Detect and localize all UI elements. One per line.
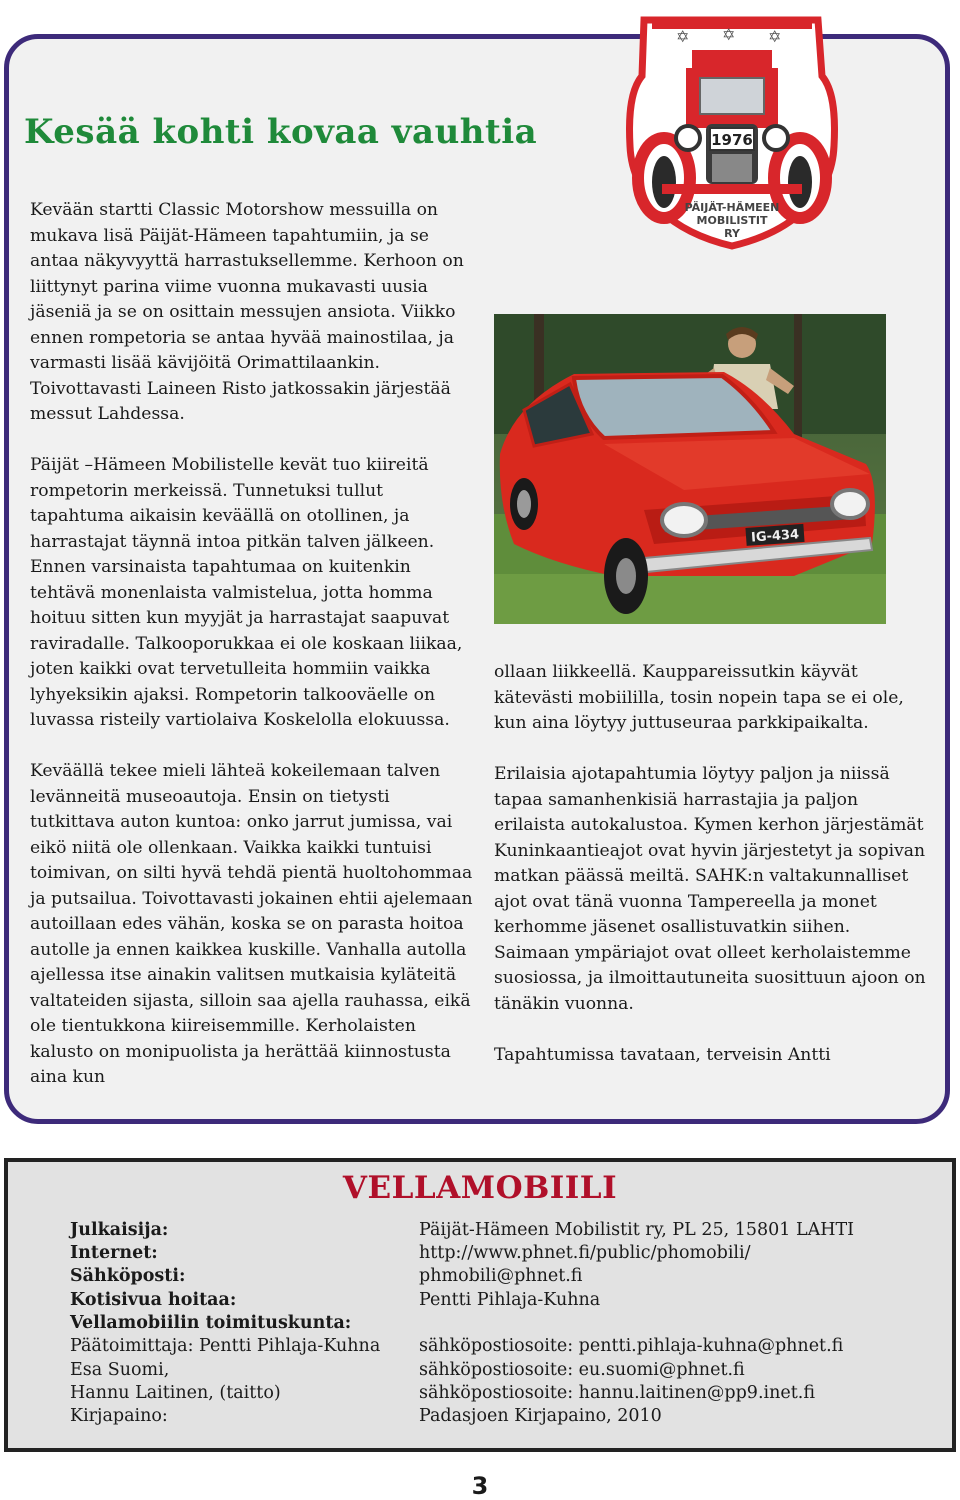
logo-text-line1: PÄIJÄT-HÄMEEN xyxy=(684,201,780,214)
license-plate: IG-434 xyxy=(750,527,800,546)
colophon-label: Esa Suomi, xyxy=(70,1360,170,1380)
colophon-label: Julkaisija: xyxy=(70,1220,169,1240)
colophon-value: Pentti Pihlaja-Kuhna xyxy=(419,1290,601,1310)
logo-text-line2: MOBILISTIT xyxy=(696,214,768,227)
colophon-label: Päätoimittaja: Pentti Pihlaja-Kuhna xyxy=(70,1336,381,1356)
paragraph: Kevään startti Classic Motorshow messuilla on mukava lisä Päijät-Hämeen tapahtumiin, ja se antaa näkyvyyttä harrastuksellemme. Kerhoon on liittynyt parina viime vuonna mukavasti uusia jäseniä ja se on osittain messujen ansiota. Viikko ennen rompetoria se antaa hyvää mainostilaa, ja varmasti lisää kävijöitä Orimattilaankin. Toivottavasti Laineen Risto jatkossakin järjestää messut Lahdessa. xyxy=(30,200,464,424)
colophon-label: Sähköposti: xyxy=(70,1266,186,1286)
colophon-value: sähköpostiosoite: pentti.pihlaja-kuhna@phnet.fi xyxy=(419,1336,844,1356)
magazine-title: VELLAMOBIILI xyxy=(342,1170,618,1206)
paragraph: Päijät –Hämeen Mobilistelle kevät tuo kiireitä rompetorin merkeissä. Tunnetuksi tullut tapahtuma aikaisin keväällä on otollinen, ja harrastajat täynnä intoa pitkän talven jälkeen. Ennen varsinaista tapahtumaa on kuitenkin tehtävä monenlaista valmistelua, jotta homma hoituu sitten kun myyjät ja harrastajat saapuvat raviradalle. Talkooporukkaa ei ole koskaan liikaa, joten kaikki ovat tervetulleita hommiin vaikka lyhyeksikin ajaksi. Rompetorin talkooväelle on luvassa risteily vartiolaiva Koskelolla elokuussa. xyxy=(30,455,463,730)
colophon-label: Kirjapaino: xyxy=(70,1406,168,1426)
colophon-value: phmobili@phnet.fi xyxy=(419,1266,583,1286)
club-logo xyxy=(622,6,842,258)
colophon-value: Padasjoen Kirjapaino, 2010 xyxy=(419,1406,662,1426)
colophon-label: Hannu Laitinen, (taitto) xyxy=(70,1383,281,1403)
article-right-column xyxy=(494,762,930,1043)
colophon-label: Vellamobiilin toimituskunta: xyxy=(70,1313,352,1333)
colophon-value: sähköpostiosoite: hannu.laitinen@pp9.inet.fi xyxy=(419,1383,815,1403)
colophon-label: Internet: xyxy=(70,1243,158,1263)
colophon-value: sähköpostiosoite: eu.suomi@phnet.fi xyxy=(419,1360,745,1380)
logo-text-line3: RY xyxy=(724,227,740,240)
article-left-column xyxy=(30,198,476,1116)
signature: Tapahtumissa tavataan, terveisin Antti xyxy=(494,1045,831,1065)
logo-year: 1976 xyxy=(711,131,753,149)
article-right-continuation xyxy=(494,660,924,762)
article-closing xyxy=(494,1043,930,1094)
svg-text:✡: ✡ xyxy=(722,25,736,44)
colophon-value: http://www.phnet.fi/public/phomobili/ xyxy=(419,1243,751,1263)
page-number: 3 xyxy=(471,1472,489,1500)
colophon-value: Päijät-Hämeen Mobilistit ry, PL 25, 15801 LAHTI xyxy=(419,1220,855,1240)
article-title: Kesää kohti kovaa vauhtia xyxy=(24,112,538,152)
colophon-label: Kotisivua hoitaa: xyxy=(70,1290,237,1310)
paragraph: ollaan liikkeellä. Kauppareissutkin käyvät kätevästi mobiililla, tosin nopein tapa se ei ole, kun aina löytyy juttuseuraa parkkipaikalta. xyxy=(494,662,904,733)
red-car-photo xyxy=(494,314,886,624)
svg-text:✡: ✡ xyxy=(768,27,782,46)
paragraph: Keväällä tekee mieli lähteä kokeilemaan talven levänneitä museoautoja. Ensin on tietysti tutkittava auton kuntoa: onko jarrut jumissa, vai eikö niitä ole ollenkaan. Vaikka kaikki tuntuisi toimivan, on silti hyvä tehdä pientä huoltohommaa ja putsailua. Toivottavasti jokainen ehtii ajelemaan autoillaan edes vähän, koska se on parasta hoitoa autolle ja ennen kaikkea kuskille. Vanhalla autolla ajellessa itse ainakin valitsen mutkaisia kyläteitä valtateiden sijasta, silloin saa ajella rauhassa, eikä ole tientukkona kiireisemmille. Kerholaisten kalusto on monipuolista ja herättää kiinnostusta aina kun xyxy=(30,761,473,1087)
svg-text:✡: ✡ xyxy=(676,27,690,46)
paragraph: Erilaisia ajotapahtumia löytyy paljon ja niissä tapaa samanhenkisiä harrastajia ja paljon erilaista autokalustoa. Kymen kerhon järjestämät Kuninkaantieajot ovat hyvin järjestetyt ja sopivan matkan päässä meiltä. SAHK:n valtakunnalliset ajot ovat tänä vuonna Tampereella ja monet kerhomme jäsenet osallistuvatkin siihen. Saimaan ympäriajot ovat olleet kerholaistemme suosiossa, ja ilmoittautuneita suosittuun ajoon on tänäkin vuonna. xyxy=(494,764,926,1014)
